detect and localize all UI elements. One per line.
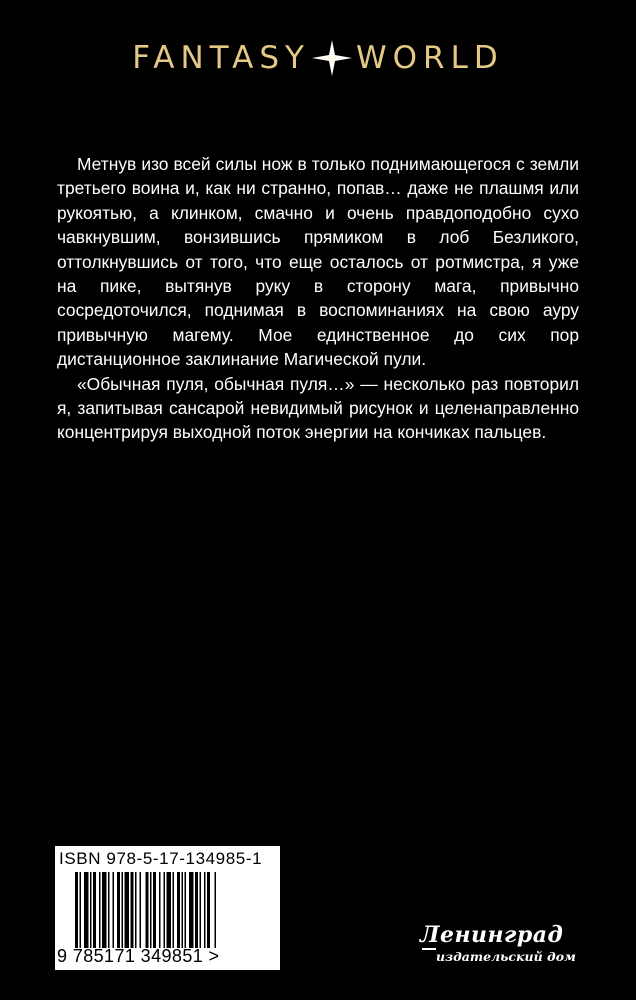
isbn-label: ISBN 978-5-17-134985-1 xyxy=(59,849,263,868)
back-cover-blurb xyxy=(57,152,579,445)
publisher-underline xyxy=(422,948,436,950)
series-word-right: WORLD xyxy=(356,40,504,76)
publisher-logo xyxy=(420,922,580,972)
publisher-subtitle: издательский дом xyxy=(436,949,576,964)
four-point-star-icon xyxy=(310,38,354,78)
barcode-digits: 9 785171 349851 > xyxy=(57,946,220,966)
isbn-barcode xyxy=(55,846,280,970)
series-logo xyxy=(0,38,636,78)
publisher-name: Ленинград xyxy=(420,922,564,948)
blurb-paragraph: Метнув изо всей силы нож в только поднимающегося с земли третьего воина и, как ни странно, попав… даже не плашмя или рукоятью, а клинком, смачно и очень правдоподобно сухо чавкнувшим, вонзившись прямиком в лоб Безликого, оттолкнувшись от того, что еще осталось от ротмистра, я уже на пике, вытянув руку в сторону мага, привычно сосредоточился, поднимая в воспоминаниях на свою ауру привычную магему. Мое единственное до сих пор дистанционное заклинание Магической пули. xyxy=(57,154,579,370)
barcode-bars xyxy=(75,872,265,948)
blurb-paragraph: «Обычная пуля, обычная пуля…» — несколько раз повторил я, запитывая сансарой невидимый рисунок и целенаправленно концентрируя выходной поток энергии на кончиках пальцев. xyxy=(57,373,579,443)
series-word-left: FANTASY xyxy=(132,40,310,76)
